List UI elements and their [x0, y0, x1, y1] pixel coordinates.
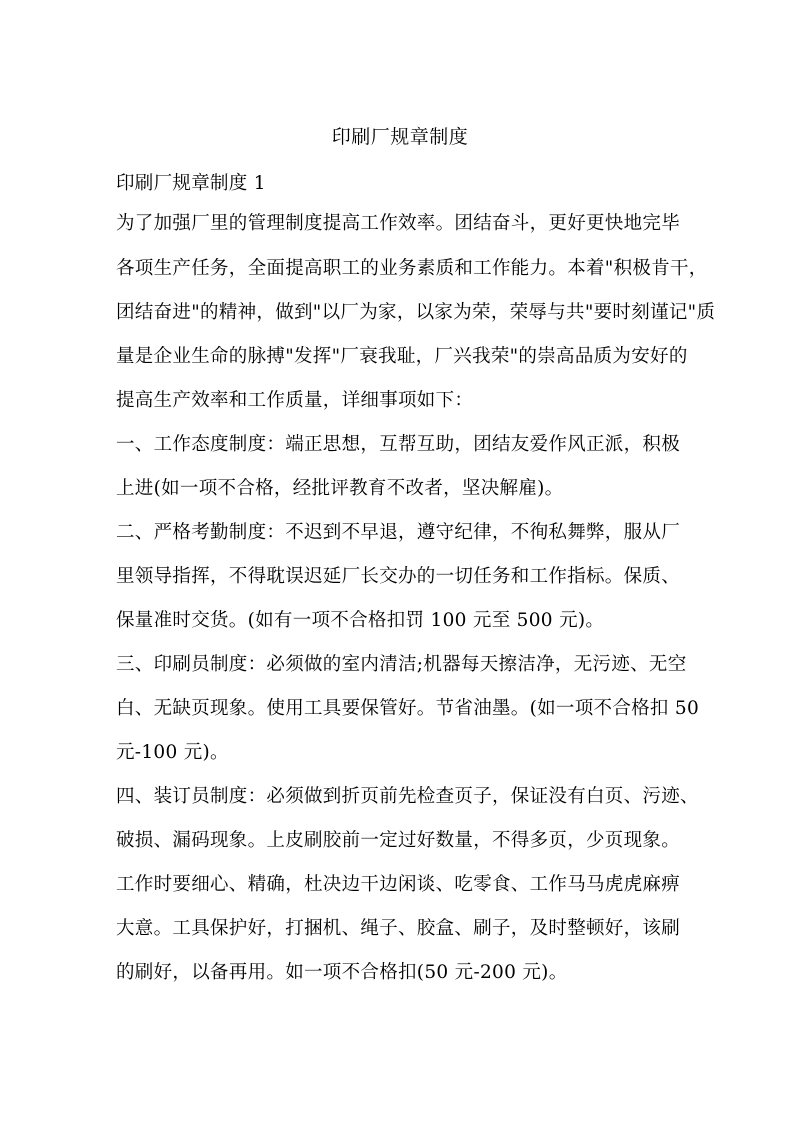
- paragraph-line: 各项生产任务，全面提高职工的业务素质和工作能力。本着"积极肯干，: [116, 258, 708, 279]
- paragraph-line: 破损、漏码现象。上皮刷胶前一定过好数量，不得多页，少页现象。: [116, 830, 681, 851]
- paragraph-line: 三、印刷员制度：必须做的室内清洁;机器每天擦洁净，无污迹、无空: [116, 654, 687, 675]
- paragraph-line: 里领导指挥，不得耽误迟延厂长交办的一切任务和工作指标。保质、: [116, 566, 681, 587]
- section-heading: 印刷厂规章制度 1: [116, 173, 266, 194]
- paragraph-line: 工作时要细心、精确，杜决边干边闲谈、吃零食、工作马马虎虎麻痹: [116, 874, 681, 895]
- paragraph-line: 二、严格考勤制度：不迟到不早退，遵守纪律，不徇私舞弊，服从厂: [116, 522, 681, 543]
- paragraph-line: 四、装订员制度：必须做到折页前先检查页子，保证没有白页、污迹、: [116, 786, 699, 807]
- paragraph-line: 大意。工具保护好，打捆机、绳子、胶盒、刷子，及时整顿好，该刷: [116, 918, 681, 939]
- paragraph-line: 白、无缺页现象。使用工具要保管好。节省油墨。(如一项不合格扣 50: [116, 698, 700, 719]
- document-title: 印刷厂规章制度: [331, 126, 469, 148]
- paragraph-line: 量是企业生命的脉搏"发挥"厂衰我耻，厂兴我荣"的崇高品质为安好的: [116, 346, 688, 367]
- paragraph-line: 为了加强厂里的管理制度提高工作效率。团结奋斗，更好更快地完毕: [116, 213, 681, 234]
- paragraph-line: 团结奋进"的精神，做到"以厂为家，以家为荣，荣辱与共"要时刻谨记"质: [116, 302, 716, 323]
- paragraph-line: 一、工作态度制度：端正思想，互帮互助，团结友爱作风正派，积极: [116, 434, 681, 455]
- paragraph-line: 的刷好，以备再用。如一项不合格扣(50 元-200 元)。: [116, 962, 568, 983]
- paragraph-line: 保量准时交货。(如有一项不合格扣罚 100 元至 500 元)。: [116, 610, 605, 631]
- paragraph-line: 提高生产效率和工作质量，详细事项如下：: [116, 390, 474, 411]
- paragraph-line: 上进(如一项不合格，经批评教育不改者，坚决解雇)。: [116, 478, 564, 499]
- paragraph-line: 元-100 元)。: [116, 742, 229, 763]
